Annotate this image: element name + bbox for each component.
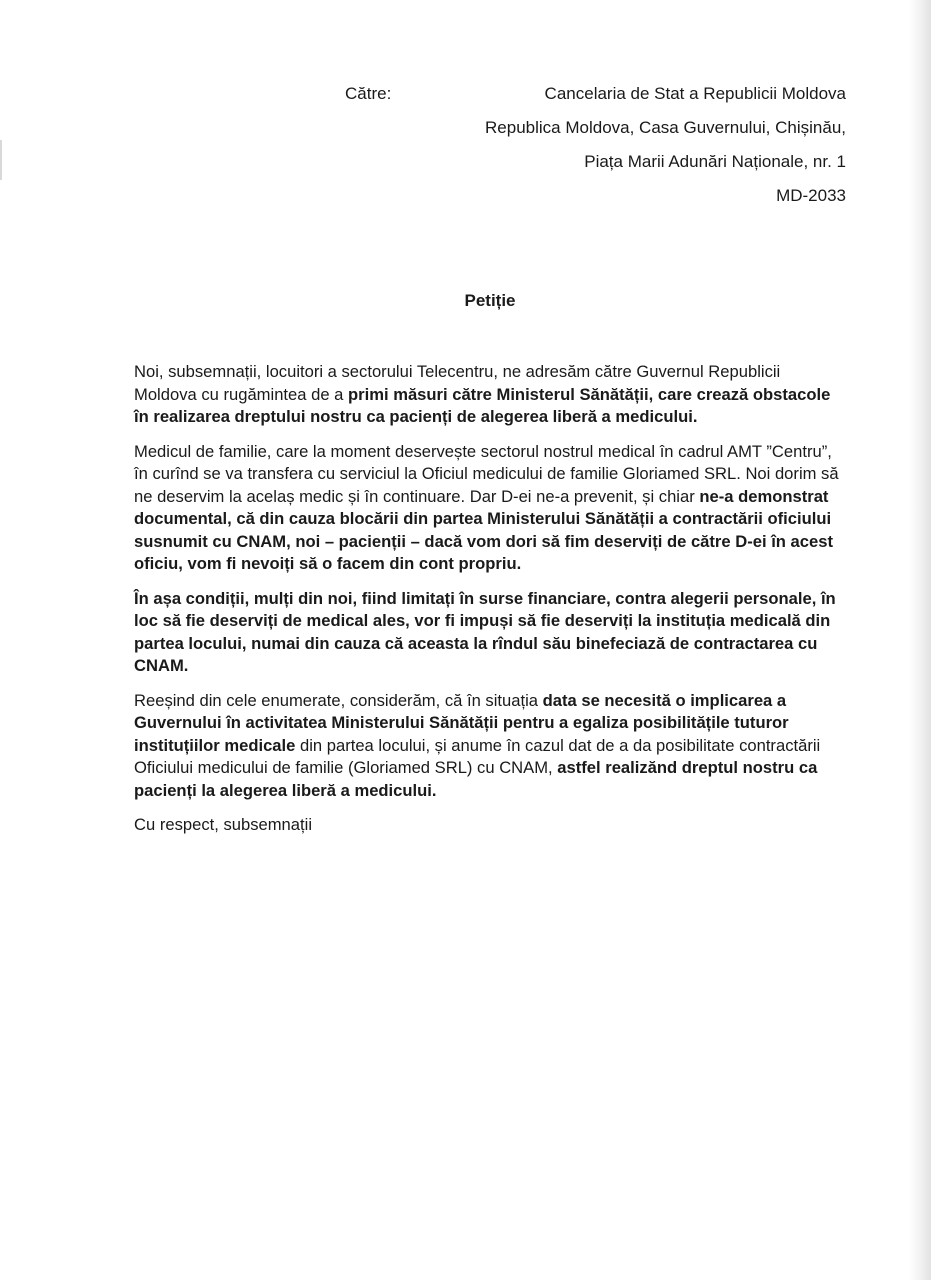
page-edge-shadow [909, 0, 931, 1280]
paragraph-context [134, 441, 846, 576]
recipient-line: Cancelaria de Stat a Republicii Moldova [544, 84, 846, 103]
paragraph-consequence [134, 588, 846, 678]
text-segment-bold: data se necesită o implicarea a Guvernului în activitatea Ministerului Sănătății pentru a egaliza posibilitățile tuturor instituțiilor medicale [134, 690, 789, 755]
recipient-label: Către: [345, 84, 392, 103]
page-edge-mark [0, 140, 2, 180]
text-segment-bold: primi măsuri către Ministerul Sănătății, care crează obstacole în realizarea dreptului nostru ca pacienți de alegerea liberă a medicului. [134, 384, 831, 426]
text-segment-bold: ne-a demonstrat documental, că din cauza blocării din partea Ministerului Sănătății a contractării oficiului susnumit cu CNAM, noi – pacienții – dacă vom dori să fim deserviți de către D-ei în acest oficiu, vom fi nevoiți să o facem din cont propriu. [134, 486, 833, 573]
text-segment: Noi, subsemnații, locuitori a sectorului Telecentru, ne adresăm către Guvernul Republicii Moldova cu rugămintea de a [134, 362, 781, 404]
text-segment: din partea locului, și anume în cazul dat de a da posibilitate contractării Oficiului medicului de familie (Gloriamed SRL) cu CNAM, [134, 735, 821, 777]
recipient-line: Republica Moldova, Casa Guvernului, Chișinău, [485, 118, 846, 137]
document-body [134, 361, 846, 849]
text-segment: Reeșind din cele enumerate, considerăm, că în situația [134, 690, 543, 710]
document-title: Petiție [464, 291, 516, 310]
paragraph-conclusion [134, 690, 846, 803]
closing-line: Cu respect, subsemnații [134, 815, 313, 834]
text-segment: Medicul de familie, care la moment deservește sectorul nostrul medical în cadrul AMT ”Centru”, în curînd se va transfera cu serviciul la Oficiul medicului de familie Gloriamed SRL. Noi dorim să ne deservim la acelaș medic și în continuare. Dar D-ei ne-a prevenit, și chiar [134, 441, 839, 506]
recipient-line: MD-2033 [776, 186, 846, 205]
recipient-address [485, 83, 846, 219]
paragraph-request [134, 361, 846, 429]
recipient-line: Piața Marii Adunări Naționale, nr. 1 [584, 152, 846, 171]
text-segment-bold: În așa condiții, mulți din noi, fiind limitați în surse financiare, contra alegerii personale, în loc să fie deserviți de medical ales, vor fi impuși să fie deserviți la instituția medicală din partea locului, numai din cauza că aceasta la rîndul său binefeciază de contractarea cu CNAM. [134, 588, 836, 675]
text-segment-bold: astfel realizănd dreptul nostru ca pacienți la alegerea liberă a medicului. [134, 758, 818, 800]
